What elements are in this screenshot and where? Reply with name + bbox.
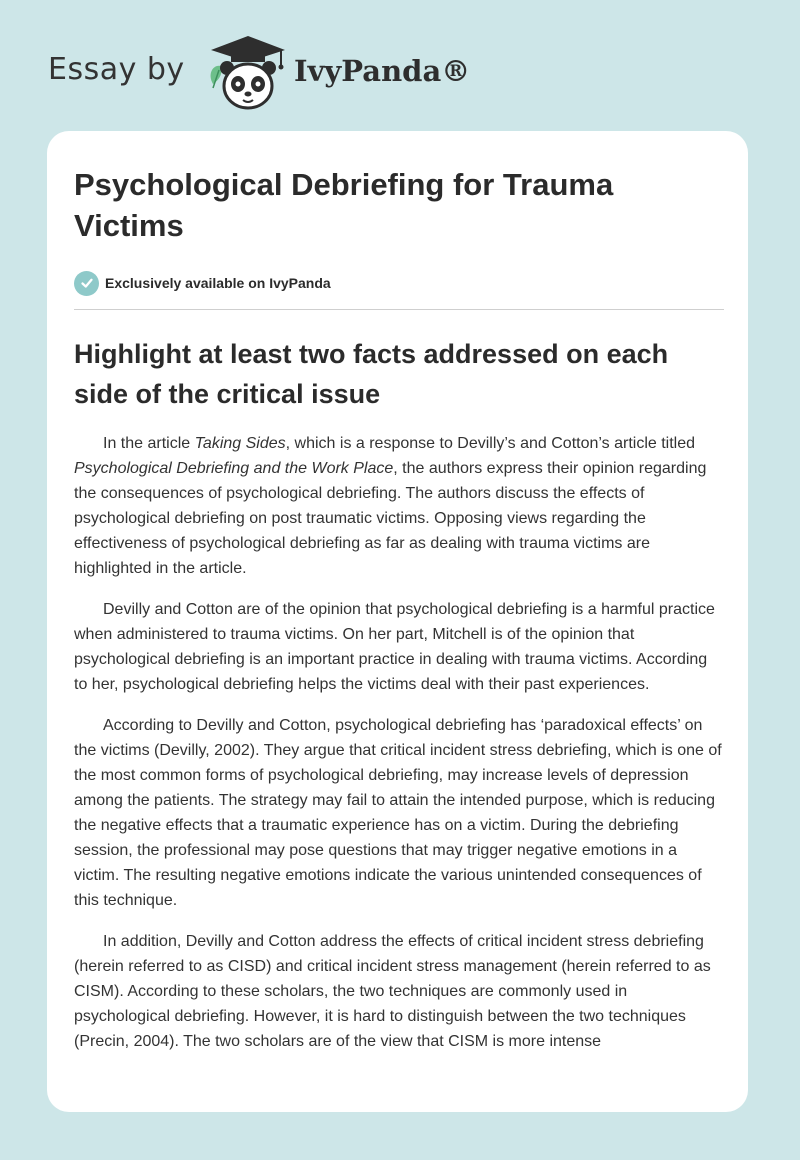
brand-name[interactable]: IvyPanda® [294, 54, 471, 88]
article-body [74, 431, 724, 1054]
site-header [48, 34, 548, 114]
cited-title: Psychological Debriefing and the Work Place [74, 460, 394, 477]
paragraph: In addition, Devilly and Cotton address the effects of critical incident stress debriefing (herein referred to as CISD) and critical incident stress management (herein referred to as CISM). According to these scholars, the two techniques are commonly used in psychological debriefing. However, it is hard to distinguish between the two techniques (Precin, 2004). The two scholars are of the view that CISM is more intense [74, 933, 711, 1050]
article-title: Psychological Debriefing for Trauma Victims [74, 167, 614, 243]
exclusive-label: Exclusively available on IvyPanda [105, 275, 331, 291]
article-card [47, 131, 748, 1112]
paragraph: In the article Taking Sides, which is a response to Devilly’s and Cotton’s article titled Psychological Debriefing and the Work Place, the authors express their opinion regarding the consequences of psychological debriefing. The authors discuss the effects of psychological debriefing on post traumatic victims. Opposing views regarding the effectiveness of psychological debriefing as far as dealing with trauma victims are highlighted in the article. [74, 435, 707, 577]
paragraph: Devilly and Cotton are of the opinion that psychological debriefing is a harmful practice when administered to trauma victims. On her part, Mitchell is of the opinion that psychological debriefing is an important practice in dealing with trauma victims. According to her, psychological debriefing helps the victims deal with their past experiences. [74, 601, 715, 693]
paragraph: According to Devilly and Cotton, psychological debriefing has ‘paradoxical effects’ on the victims (Devilly, 2002). They argue that critical incident stress debriefing, which is one of the most common forms of psychological debriefing, may increase levels of depression among the patients. The strategy may fail to attain the intended purpose, which is reducing the negative effects that a traumatic experience has on a victim. During the debriefing session, the professional may pose questions that may trigger negative emotions in a victim. The resulting negative emotions indicate the various unintended consequences of this technique. [74, 717, 722, 909]
exclusive-badge [74, 270, 724, 296]
cited-title: Taking Sides [194, 435, 286, 452]
article-content [74, 164, 724, 1070]
brand-prefix: Essay by [48, 52, 185, 87]
divider [74, 309, 724, 310]
check-icon [74, 271, 99, 296]
panda-graduate-logo-icon[interactable] [203, 34, 293, 114]
section-heading: Highlight at least two facts addressed on each side of the critical issue [74, 339, 669, 409]
